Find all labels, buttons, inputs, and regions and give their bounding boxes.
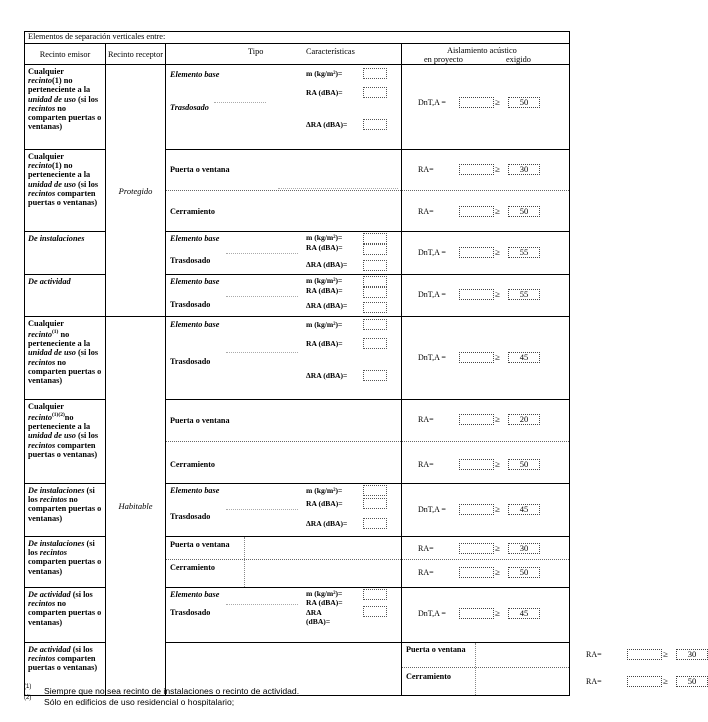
input-dra[interactable]: [363, 119, 387, 130]
input-ra[interactable]: [459, 459, 494, 470]
input-ra[interactable]: [363, 287, 387, 298]
input-ra[interactable]: [363, 87, 387, 98]
tipo-cell: Puerta o ventana Cerramiento: [402, 643, 570, 696]
aislamiento-cell: DnT,A = ≥ 45: [402, 588, 570, 643]
input-dnt[interactable]: [459, 352, 494, 363]
emisor-cell: Cualquier recinto(1) no perteneciente a la unidad de uso (si los recintos comparten puertas o ventanas): [25, 150, 106, 232]
header-tipo: Tipo Características: [166, 44, 402, 65]
receptor-protegido: Protegido: [106, 65, 166, 317]
input-ra[interactable]: [627, 649, 662, 660]
tipo-cell: Puerta o ventana Cerramiento: [166, 150, 402, 232]
aislamiento-cell: RA= ≥ 30 RA= ≥ 50: [402, 150, 570, 232]
tipo-cell: Puerta o ventana Cerramiento: [166, 400, 402, 484]
aislamiento-cell: DnT,A = ≥ 55: [402, 232, 570, 275]
input-ra[interactable]: [459, 567, 494, 578]
input-ra[interactable]: [459, 206, 494, 217]
input-dnt[interactable]: [459, 97, 494, 108]
emisor-cell: Cualquier recinto(1) no perteneciente a la unidad de uso (si los recintos no comparten puertas o ventanas): [25, 65, 106, 150]
input-ra[interactable]: [363, 244, 387, 255]
receptor-habitable: Habitable: [106, 317, 166, 696]
emisor-cell: Cualquier recinto$^{(1)}$ no perteneciente a la unidad de uso (si los recintos no comparten puertas o ventanas): [25, 317, 106, 400]
input-dnt[interactable]: [459, 608, 494, 619]
label-trasdosado: Trasdosado: [170, 103, 209, 112]
header-aislamiento: Aislamiento acústico en proyecto exigido: [402, 44, 570, 65]
tipo-cell: Elemento base Trasdosado m (kg/m²)= RA (dBA)= ΔRA (dBA)=: [166, 232, 402, 275]
input-ra[interactable]: [363, 498, 387, 509]
input-m[interactable]: [363, 485, 387, 496]
tipo-cell: Elemento base Trasdosado m (kg/m²)= RA (dBA)= ΔRA (dBA)=: [166, 484, 402, 537]
emisor-cell: De instalaciones: [25, 232, 106, 275]
input-ra[interactable]: [363, 338, 387, 349]
aislamiento-cell: RA= ≥ 30 RA= ≥ 50: [402, 537, 570, 588]
tipo-cell: Puerta o ventana Cerramiento: [166, 537, 402, 588]
aislamiento-cell: DnT,A = ≥ 50: [402, 65, 570, 150]
aislamiento-cell: DnT,A = ≥ 45: [402, 484, 570, 537]
tipo-cell: Elemento base Trasdosado m (kg/m²)= RA (dBA)= ΔRA (dBA)=: [166, 65, 402, 150]
vertical-separation-table: Elementos de separación verticales entre: Recinto emisor Recinto receptor Tipo Características Aislamiento acústico en proyecto exigido Cualquier recinto(1) no perteneciente a la unidad de uso (si los recintos no comparten puertas o ventanas) Protegido Elemento base Trasdosado m (kg/m²)= RA (dBA)= ΔRA (dBA)= DnT,A = ≥ 50 Cualquier recinto(1) no perteneciente a la unidad de uso (si los recintos comparten puertas o ventanas) Puerta o ventana Cerramiento RA= ≥ 30 RA= ≥ 50 De instalaciones Elemento base Trasdosado m (kg/m²)= RA (dBA)= ΔRA (dBA)= DnT,A = ≥ 55 De actividad Elemento base Trasdosado m (kg/m²)= RA (dBA)= ΔRA (dBA)= DnT,A = ≥ 55 Cualquier recinto$^{(1)}$ no perteneciente a la unidad de uso (si los recintos no comparten puertas o ventanas) Habitable Elemento base Trasdosado m (kg/m²)= RA (dBA)= ΔRA (dBA)= DnT,A = ≥ 45 Cualquier recinto$^{(1)(2)}$no perteneciente a la unidad de uso (si los recintos comparten puertas o ventanas) Puerta o ventana Cerramiento RA= ≥ 20 RA= ≥ 50 De instalaciones (si los recintos no comparten puertas o ventanas) Elemento base Trasdosado m (kg/m²)= RA (dBA)= ΔRA (dBA)= DnT,A = ≥ 45 De instalaciones (si los recintos comparten puertas o ventanas) Puerta o ventana Cerramiento RA= ≥ 30 RA= ≥ 50 De actividad (si los recintos no comparten puertas o ventanas) Elemento base Trasdosado m (kg/m²)= RA (dBA)= ΔRA (dBA)= DnT,A = ≥ 45 De actividad (si los recintos comparten puertas o ventanas) Puerta o ventana Cerramiento RA= ≥ 30 RA= ≥ 50: [24, 31, 570, 696]
emisor-cell: De actividad: [25, 275, 106, 317]
input-dra[interactable]: [363, 370, 387, 381]
aislamiento-cell: DnT,A = ≥ 55: [402, 275, 570, 317]
input-ra[interactable]: [459, 414, 494, 425]
tipo-cell: Elemento base Trasdosado m (kg/m²)= RA (dBA)= ΔRA (dBA)=: [166, 588, 402, 643]
aislamiento-cell: RA= ≥ 20 RA= ≥ 50: [402, 400, 570, 484]
header-emisor: Recinto emisor: [25, 44, 106, 65]
emisor-cell: De actividad (si los recintos comparten puertas o ventanas): [25, 643, 106, 696]
input-m[interactable]: [363, 233, 387, 244]
table-caption: Elementos de separación verticales entre:: [25, 32, 570, 44]
input-ra[interactable]: [459, 164, 494, 175]
input-dra[interactable]: [363, 302, 387, 313]
emisor-cell: Cualquier recinto$^{(1)(2)}$no perteneciente a la unidad de uso (si los recintos comparten puertas o ventanas): [25, 400, 106, 484]
form-page: Elementos de separación verticales entre: Recinto emisor Recinto receptor Tipo Características Aislamiento acústico en proyecto exigido Cualquier recinto(1) no perteneciente a la unidad de uso (si los recintos no comparten puertas o ventanas) Protegido Elemento base Trasdosado m (kg/m²)= RA (dBA)= ΔRA (dBA)= DnT,A = ≥ 50 Cualquier recinto(1) no perteneciente a la unidad de uso (si los recintos comparten puertas o ventanas) Puerta o ventana Cerramiento RA= ≥ 30 RA= ≥ 50 De instalaciones Elemento base Trasdosado m (kg/m²)= RA (dBA)= ΔRA (dBA)= DnT,A = ≥ 55 De actividad Elemento base Trasdosado m (kg/m²)= RA (dBA)= ΔRA (dBA)= DnT,A = ≥ 55 Cualquier recinto$^{(1)}$ no perteneciente a la unidad de uso (si los recintos no comparten puertas o ventanas) Habitable Elemento base Trasdosado m (kg/m²)= RA (dBA)= ΔRA (dBA)= DnT,A = ≥ 45 Cualquier recinto$^{(1)(2)}$no perteneciente a la unidad de uso (si los recintos comparten puertas o ventanas) Puerta o ventana Cerramiento RA= ≥ 20 RA= ≥ 50 De instalaciones (si los recintos no comparten puertas o ventanas) Elemento base Trasdosado m (kg/m²)= RA (dBA)= ΔRA (dBA)= DnT,A = ≥ 45 De instalaciones (si los recintos comparten puertas o ventanas) Puerta o ventana Cerramiento RA= ≥ 30 RA= ≥ 50 De actividad (si los recintos no comparten puertas o ventanas) Elemento base Trasdosado m (kg/m²)= RA (dBA)= ΔRA (dBA)= DnT,A = ≥ 45 De actividad (si los recintos comparten puertas o ventanas) Puerta o ventana Cerramiento RA= ≥ 30 RA= ≥ 50 (1) Siempre que no sea recinto de instalaciones o recinto de actividad. (2) Sólo en edificios de uso residencial o hospitalario;: [0, 0, 599, 722]
input-dnt[interactable]: [459, 289, 494, 300]
header-receptor: Recinto receptor: [106, 44, 166, 65]
input-dra[interactable]: [363, 518, 387, 529]
label-elemento-base: Elemento base: [170, 70, 220, 79]
input-ra[interactable]: [459, 543, 494, 554]
input-dra[interactable]: [363, 260, 387, 271]
emisor-cell: De instalaciones (si los recintos comparten puertas o ventanas): [25, 537, 106, 588]
emisor-cell: De instalaciones (si los recintos no comparten puertas o ventanas): [25, 484, 106, 537]
input-m[interactable]: [363, 319, 387, 330]
input-ra[interactable]: [627, 676, 662, 687]
input-m[interactable]: [363, 68, 387, 79]
emisor-cell: De actividad (si los recintos no comparten puertas o ventanas): [25, 588, 106, 643]
input-dnt[interactable]: [459, 504, 494, 515]
aislamiento-cell: DnT,A = ≥ 45: [402, 317, 570, 400]
input-m[interactable]: [363, 276, 387, 287]
tipo-cell: Elemento base Trasdosado m (kg/m²)= RA (dBA)= ΔRA (dBA)=: [166, 317, 402, 400]
tipo-cell: Elemento base Trasdosado m (kg/m²)= RA (dBA)= ΔRA (dBA)=: [166, 275, 402, 317]
input-dra[interactable]: [363, 606, 387, 617]
input-dnt[interactable]: [459, 247, 494, 258]
input-m[interactable]: [363, 589, 387, 600]
